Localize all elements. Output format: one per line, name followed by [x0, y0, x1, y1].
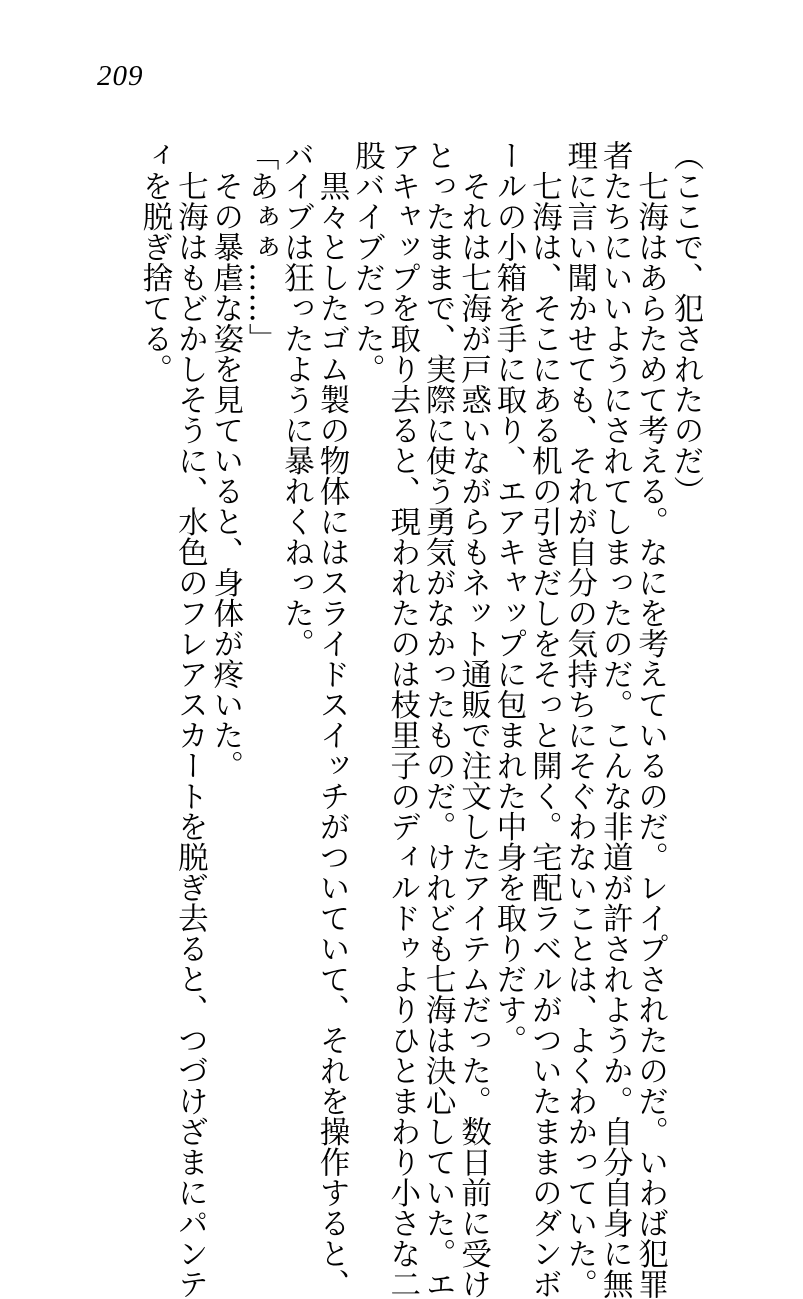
text-line: ールの小箱を手に取り、エアキャップに包まれた中身を取りだす。	[490, 140, 526, 1055]
text-line: バイブは狂ったように暴れくねった。	[278, 140, 314, 659]
text-line: ィを脱ぎ捨てる。	[136, 140, 172, 384]
text-line: 黒々としたゴム製の物体にはスライドスイッチがついていて、それを操作すると、	[313, 140, 349, 1299]
text-line: 七海はあらためて考える。なにを考えているのだ。レイプされたのだ。いわば犯罪	[632, 140, 668, 1299]
text-line: その暴虐な姿を見ていると、身体が疼いた。	[207, 140, 243, 781]
page-number: 209	[97, 60, 144, 92]
text-line: 者たちにいいようにされてしまったのだ。こんな非道が許されようか。自分自身に無	[597, 140, 633, 1299]
text-line: 「あぁぁ……」	[243, 140, 279, 354]
text-line: 七海は、そこにある机の引きだしをそっと開く。宅配ラベルがついたままのダンボ	[526, 140, 562, 1299]
text-line: それは七海が戸惑いながらもネット通販で注文したアイテムだった。数日前に受け	[455, 140, 491, 1299]
text-line: 理に言い聞かせても、それが自分の気持ちにそぐわないことは、よくわかっていた。	[561, 140, 597, 1299]
text-line: （ここで、犯されたのだ）	[668, 140, 703, 506]
text-line: とったままで、実際に使う勇気がなかったものだ。けれども七海は決心していた。エ	[420, 140, 456, 1299]
text-line: 股バイブだった。	[349, 140, 385, 384]
text-line: アキャップを取り去ると、現われたのは枝里子のディルドゥよりひとまわり小さな二	[384, 140, 420, 1299]
text-line: 七海はもどかしそうに、水色のフレアスカートを脱ぎ去ると、つづけざまにパンテ	[172, 140, 208, 1299]
body-text	[136, 140, 704, 1299]
